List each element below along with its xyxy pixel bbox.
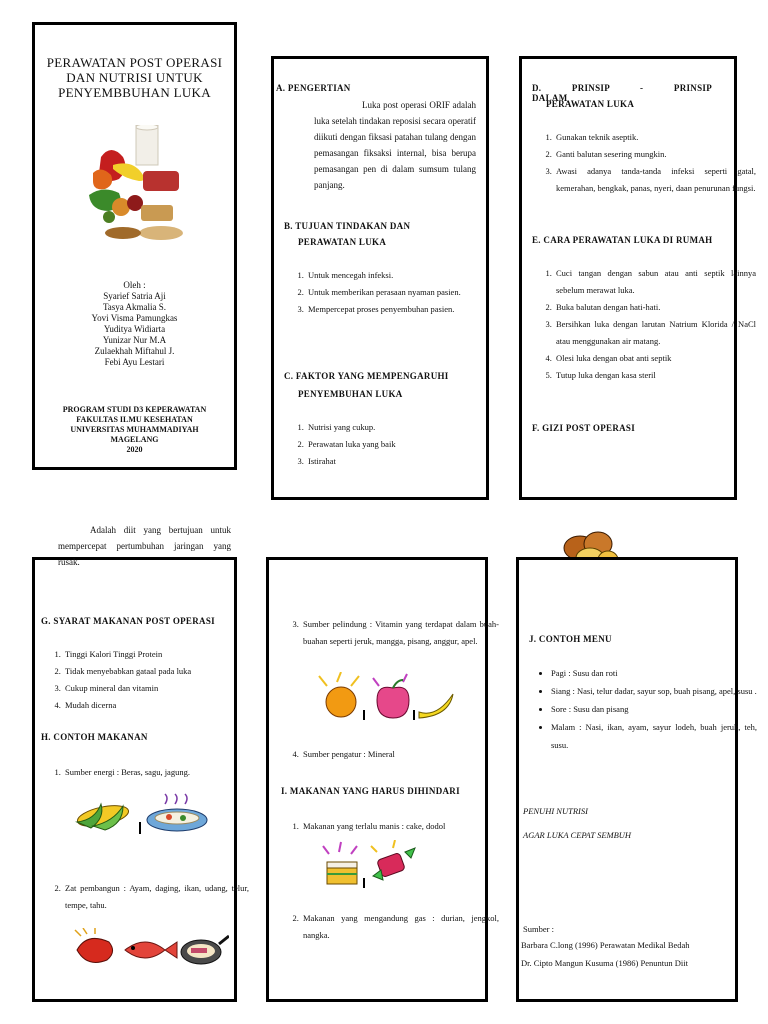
cover-panel	[32, 22, 237, 470]
cover-title-line-2: DAN NUTRISI UNTUK	[66, 70, 203, 85]
cake-icon	[323, 842, 357, 884]
author-name: Syarief Satria Aji	[103, 291, 166, 301]
oleh-label: Oleh :	[123, 280, 146, 290]
banana-icon	[419, 694, 453, 718]
section-h-heading: H. CONTOH MAKANAN	[41, 732, 148, 742]
list-item: 1. Nutrisi yang cukup.	[306, 419, 498, 436]
program-line: PROGRAM STUDI D3 KEPERAWATAN	[62, 405, 207, 414]
sweets-illustration	[319, 840, 429, 890]
list-item: 3. Istirahat	[306, 453, 498, 470]
section-b-heading-1: B. TUJUAN TINDAKAN DAN	[284, 221, 411, 231]
program-line: 2020	[126, 445, 143, 454]
section-c-list	[284, 419, 498, 470]
section-g-list	[41, 646, 249, 714]
list-item: 2. Untuk memberikan perasaan nyaman pasien.	[306, 284, 498, 301]
section-b-heading-2: PERAWATAN LUKA	[298, 237, 387, 247]
panel4-content	[35, 560, 249, 999]
section-e-heading: E. CARA PERAWATAN LUKA DI RUMAH	[532, 235, 713, 245]
section-a-text: Luka post operasi ORIF adalah luka setelah tindakan reposisi secara operatif diikuti dengan fiksasi patahan tulang dengan pemasangan fiksaksi internal, bisa berupa pemasangan pen di dalam sumsum tulang panjang.	[314, 100, 476, 190]
fruit-illustration	[315, 672, 455, 722]
section-c-heading-2: PENYEMBUHAN LUKA	[298, 389, 403, 399]
list-item: 2. Tidak menyebabkan gataal pada luka	[63, 663, 249, 680]
section-i-list-2	[279, 910, 499, 944]
panel-menu	[516, 557, 757, 1002]
panel-principles	[519, 56, 756, 500]
section-h-list-4	[279, 746, 499, 763]
source-item: Dr. Cipto Mangun Kusuma (1986) Penuntun Diit	[521, 958, 688, 968]
author-name: Zulaekhah Miftahul J.	[94, 346, 175, 356]
sources-label: Sumber :	[523, 924, 554, 934]
section-c-heading-1: C. FAKTOR YANG MEMPENGARUHI	[284, 371, 449, 381]
list-item: 5. Tutup luka dengan kasa steril	[554, 367, 756, 384]
list-item: 2. Zat pembangun : Ayam, daging, ikan, udang, telur, tempe, tahu.	[63, 880, 249, 914]
chicken-icon	[75, 928, 113, 962]
corn-icon	[76, 802, 131, 830]
list-item: 2. Perawatan luka yang baik	[306, 436, 498, 453]
menu-item: • Malam : Nasi, ikan, ayam, sayur lodeh, buah jeruk, teh, susu.	[551, 718, 757, 754]
list-item: 3. Sumber pelindung : Vitamin yang terdapat dalam buah-buahan seperti jeruk, mangga, pisang, anggur, apel.	[301, 616, 499, 650]
cover-title-line-1: PERAWATAN POST OPERASI	[46, 55, 223, 70]
list-item: 1. Makanan yang terlalu manis : cake, dodol	[301, 818, 499, 835]
author-name: Yovi Visma Pamungkas	[91, 313, 178, 323]
menu-list	[529, 664, 757, 754]
list-item: 1. Cuci tangan dengan sabun atau anti septik lainnya sebelum merawat luka.	[554, 265, 756, 299]
list-item: 2. Buka balutan dengan hati-hati.	[554, 299, 756, 316]
source-item: Barbara C.long (1996) Perawatan Medikal Bedah	[521, 940, 690, 950]
author-name: Febi Ayu Lestari	[104, 357, 165, 367]
section-i-heading: I. MAKANAN YANG HARUS DIHINDARI	[281, 786, 460, 796]
slogan-line-1: PENUHI NUTRISI	[523, 806, 588, 816]
section-e-list	[532, 265, 756, 384]
author-name: Tasya Akmalia S.	[102, 302, 167, 312]
rice-bowl-icon	[147, 794, 207, 831]
list-item: 1. Sumber energi : Beras, sagu, jagung.	[63, 764, 249, 781]
program-line: FAKULTAS ILMU KESEHATAN	[76, 415, 193, 424]
menu-item: • Sore : Susu dan pisang	[551, 700, 757, 718]
section-a-heading: A. PENGERTIAN	[276, 83, 351, 93]
authors-block	[35, 280, 234, 368]
program-block	[35, 405, 234, 455]
list-item: 3. Awasi adanya tanda-tanda infeksi seperti gatal, kemerahan, bengkak, panas, nyeri, daan penurunan fungsi.	[554, 163, 756, 197]
protein-food-illustration	[69, 928, 229, 968]
energy-food-illustration	[71, 792, 221, 838]
apple-icon	[373, 674, 409, 718]
list-item: 1. Tinggi Kalori Tinggi Protein	[63, 646, 249, 663]
slogan-line-2: AGAR LUKA CEPAT SEMBUH	[523, 830, 632, 840]
list-item: 4. Sumber pengatur : Mineral	[301, 746, 499, 763]
section-d-list	[532, 129, 756, 197]
section-d-heading-2: PERAWATAN LUKA	[546, 99, 635, 109]
section-h-list-2	[41, 880, 249, 914]
menu-item: • Siang : Nasi, telur dadar, sayur sop, buah pisang, apel, susu .	[551, 682, 757, 700]
candy-icon	[371, 840, 415, 880]
list-item: 1. Gunakan teknik aseptik.	[554, 129, 756, 146]
section-i-list-1	[279, 818, 499, 835]
panel-definition	[271, 56, 489, 500]
list-item: 3. Cukup mineral dan vitamin	[63, 680, 249, 697]
author-name: Yuditya Widiarta	[103, 324, 166, 334]
menu-item: • Pagi : Susu dan roti	[551, 664, 757, 682]
food-photo	[81, 125, 191, 245]
list-item: 4. Olesi luka dengan obat anti septik	[554, 350, 756, 367]
panel-food-sources	[266, 557, 499, 1002]
section-j-heading: J. CONTOH MENU	[529, 634, 612, 644]
section-f-intro: Adalah diit yang bertujuan untuk mempercepat pertumbuhan jaringan yang rusak.	[58, 525, 231, 567]
section-b-list	[284, 267, 498, 318]
section-h-list-3	[279, 616, 499, 650]
section-d-heading-1: D. PRINSIP - PRINSIP DALAM	[532, 83, 712, 103]
list-item: 3. Bersihkan luka dengan larutan Natrium Klorida / NaCl atau menggunakan air matang.	[554, 316, 756, 350]
orange-icon	[319, 672, 359, 717]
author-name: Yunizar Nur M.A	[102, 335, 167, 345]
list-item: 3. Mempercepat proses penyembuhan pasien.	[306, 301, 498, 318]
section-g-heading: G. SYARAT MAKANAN POST OPERASI	[41, 616, 215, 626]
list-item: 2. Ganti balutan sesering mungkin.	[554, 146, 756, 163]
program-line: MAGELANG	[110, 435, 159, 444]
cover-title	[35, 55, 234, 100]
section-h-list-1	[41, 764, 249, 781]
cover-title-line-3: PENYEMBBUHAN LUKA	[58, 85, 211, 100]
section-f-heading: F. GIZI POST OPERASI	[532, 423, 636, 433]
frying-pan-icon	[181, 936, 229, 964]
program-line: UNIVERSITAS MUHAMMADIYAH	[70, 425, 199, 434]
list-item: 2. Makanan yang mengandung gas : durian, jengkol, nangka.	[301, 910, 499, 944]
fish-icon	[125, 942, 177, 958]
list-item: 4. Mudah dicerna	[63, 697, 249, 714]
list-item: 1. Untuk mencegah infeksi.	[306, 267, 498, 284]
